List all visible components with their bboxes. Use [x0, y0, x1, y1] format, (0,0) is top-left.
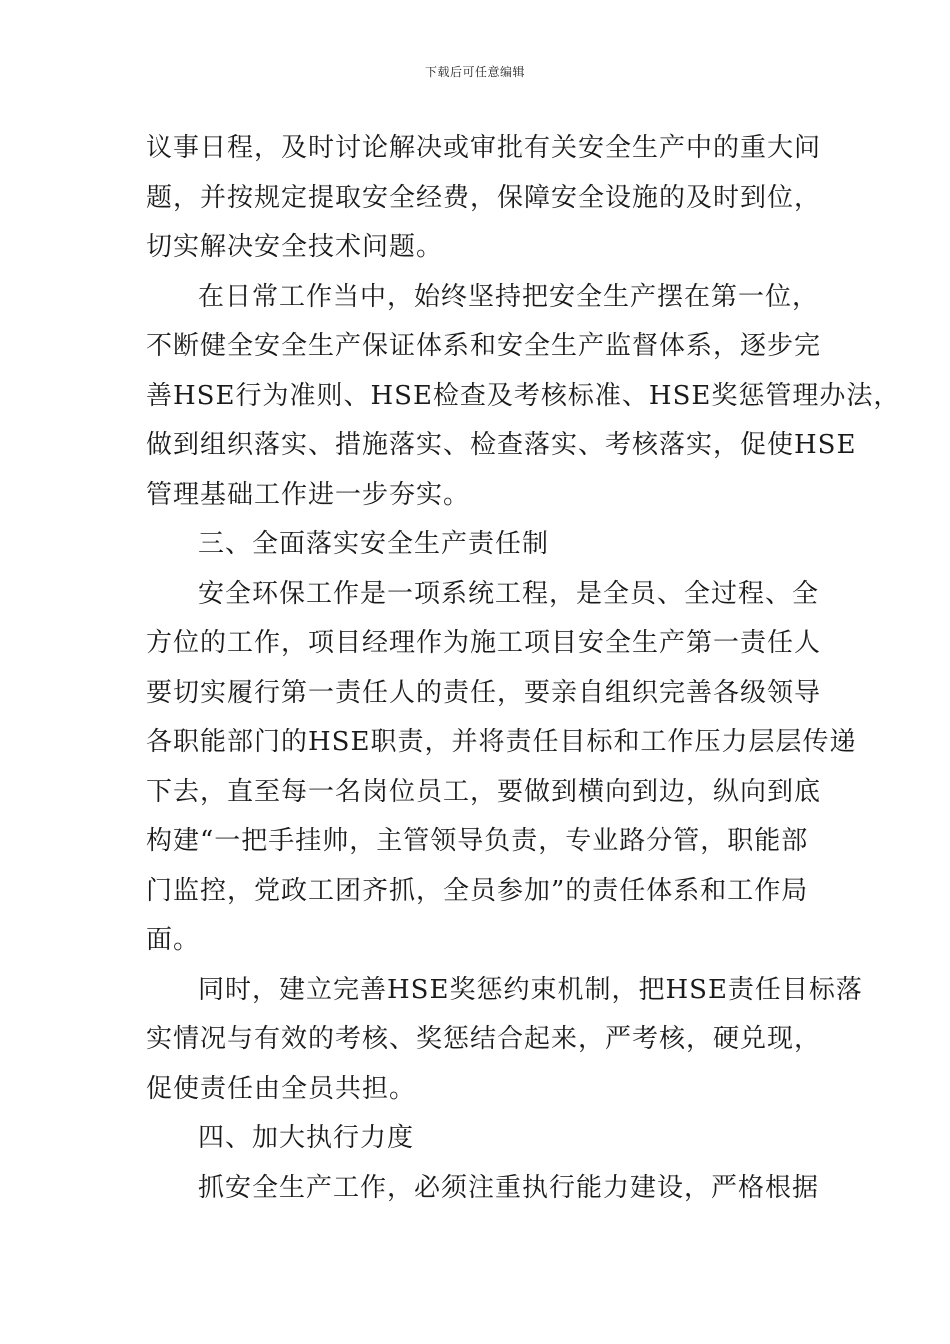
- text-line: 善HSE行为准则、HSE检查及考核标准、HSE奖惩管理办法，: [146, 380, 901, 411]
- text-line: 实情况与有效的考核、奖惩结合起来，严考核，硬兑现，: [146, 1024, 822, 1054]
- text-line: 管理基础工作进一步夯实。: [146, 479, 471, 510]
- text-line: 议事日程，及时讨论解决或审批有关安全生产中的重大问: [146, 133, 822, 163]
- text-line: 切实解决安全技术问题。: [146, 232, 444, 262]
- text-line: 不断健全安全生产保证体系和安全生产监督体系，逐步完: [146, 331, 822, 361]
- text-line: 促使责任由全员共担。: [146, 1073, 417, 1104]
- text-line: 抓安全生产工作，必须注重执行能力建设，严格根据: [198, 1172, 820, 1203]
- section-heading: 四、加大执行力度: [198, 1123, 415, 1153]
- text-line: 要切实履行第一责任人的责任，要亲自组织完善各级领导: [146, 677, 822, 708]
- text-line: 做到组织落实、措施落实、检查落实、考核落实，促使HSE: [146, 430, 857, 460]
- text-line: 构建“一把手挂帅，主管领导负责，专业路分管，职能部: [146, 826, 809, 856]
- text-line: 门监控，党政工团齐抓，全员参加”的责任体系和工作局: [146, 875, 809, 906]
- body-text: [146, 124, 901, 1213]
- text-line: 方位的工作，项目经理作为施工项目安全生产第一责任人: [146, 628, 822, 658]
- page-header: 下载后可任意编辑: [424, 65, 525, 79]
- text-line: 下去，直至每一名岗位员工，要做到横向到边，纵向到底: [146, 776, 822, 807]
- text-line: 题，并按规定提取安全经费，保障安全设施的及时到位，: [146, 182, 822, 213]
- text-line: 在日常工作当中，始终坚持把安全生产摆在第一位，: [198, 281, 820, 312]
- text-line: 安全环保工作是一项系统工程，是全员、全过程、全: [198, 578, 820, 609]
- text-line: 面。: [146, 925, 201, 955]
- text-line: 各职能部门的HSE职责，并将责任目标和工作压力层层传递: [146, 727, 857, 757]
- text-line: 同时，建立完善HSE奖惩约束机制，把HSE责任目标落: [198, 974, 863, 1005]
- section-heading: 三、全面落实安全生产责任制: [198, 529, 550, 559]
